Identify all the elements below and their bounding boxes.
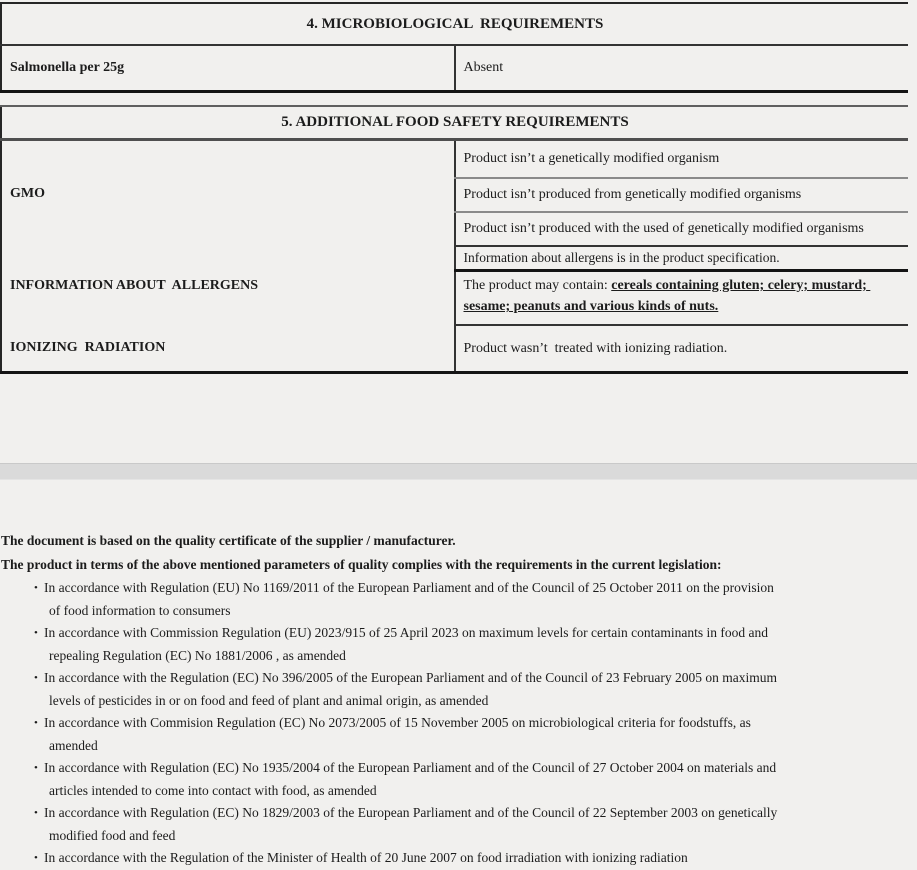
page-break-band bbox=[0, 463, 917, 480]
regulation-text: In accordance with Commision Regulation (EC) No 2073/2005 of 15 November 2005 on microbiological criteria for foodstuffs, as bbox=[44, 715, 751, 730]
bullet-icon: • bbox=[34, 717, 38, 729]
radiation-value: Product wasn’t treated with ionizing radiation. bbox=[455, 325, 909, 373]
allergens-value-1: Information about allergens is in the product specification. bbox=[455, 246, 909, 271]
table-row bbox=[1, 246, 908, 271]
list-item bbox=[1, 577, 906, 622]
parameter-value: Absent bbox=[455, 45, 909, 92]
allergens-list: cereals containing gluten; celery; mustard; sesame; peanuts and various kinds of nuts. bbox=[463, 278, 871, 314]
list-item bbox=[1, 757, 906, 802]
bullet-icon: • bbox=[34, 582, 38, 594]
table-gap bbox=[0, 93, 917, 105]
regulation-text: In accordance with the Regulation of the Minister of Health of 20 June 2007 on food irradiation with ionizing radiation bbox=[44, 850, 688, 865]
gmo-value-1: Product isn’t a genetically modified organism bbox=[455, 140, 909, 179]
statement-line-2: The product in terms of the above mentioned parameters of quality complies with the requirements in the current legislation: bbox=[1, 557, 722, 572]
table-row bbox=[1, 325, 908, 373]
allergens-label: INFORMATION ABOUT ALLERGENS bbox=[10, 277, 259, 293]
document-page bbox=[0, 2, 917, 870]
bullet-icon: • bbox=[34, 672, 38, 684]
bullet-icon: • bbox=[34, 807, 38, 819]
page-top-margin bbox=[0, 480, 917, 527]
regulation-text: articles intended to come into contact with food, as amended bbox=[49, 782, 377, 798]
bullet-icon: • bbox=[34, 762, 38, 774]
parameter-name: Salmonella per 25g bbox=[10, 60, 125, 75]
table-row bbox=[1, 140, 908, 179]
gmo-value-3: Product isn’t produced with the used of genetically modified organisms bbox=[455, 212, 909, 246]
microbiological-requirements-table bbox=[0, 2, 908, 93]
regulation-text: In accordance with Commission Regulation (EU) 2023/915 of 25 April 2023 on maximum levels for certain contaminants in food and bbox=[44, 625, 768, 640]
list-item bbox=[1, 847, 906, 870]
section-5-header: 5. ADDITIONAL FOOD SAFETY REQUIREMENTS bbox=[1, 106, 908, 140]
allergens-prefix: The product may contain: bbox=[463, 278, 612, 293]
additional-food-safety-table bbox=[0, 105, 908, 374]
statement-line-1: The document is based on the quality certificate of the supplier / manufacturer. bbox=[1, 533, 456, 548]
section-4-header: 4. MICROBIOLOGICAL REQUIREMENTS bbox=[1, 3, 908, 45]
regulation-list bbox=[1, 577, 906, 870]
regulation-text: In accordance with Regulation (EU) No 1169/2011 of the European Parliament and of the Council of 25 October 2011 on the provision bbox=[44, 580, 774, 595]
allergens-value-2 bbox=[455, 271, 909, 326]
radiation-label: IONIZING RADIATION bbox=[10, 340, 166, 355]
gmo-value-2: Product isn’t produced from genetically modified organisms bbox=[455, 178, 909, 212]
regulation-text: In accordance with Regulation (EC) No 1935/2004 of the European Parliament and of the Council of 27 October 2004 on materials and bbox=[44, 760, 777, 775]
list-item bbox=[1, 667, 906, 712]
regulation-text: of food information to consumers bbox=[49, 602, 231, 618]
bullet-icon: • bbox=[34, 627, 38, 639]
list-item bbox=[1, 712, 906, 757]
bullet-icon: • bbox=[34, 852, 38, 864]
table-row bbox=[1, 106, 908, 140]
compliance-statement bbox=[0, 527, 912, 870]
regulation-text: repealing Regulation (EC) No 1881/2006 , as amended bbox=[49, 647, 346, 663]
list-item bbox=[1, 802, 906, 847]
regulation-text: In accordance with the Regulation (EC) No 396/2005 of the European Parliament and of the Council of 23 February 2005 on maximum bbox=[44, 670, 777, 685]
gmo-label: GMO bbox=[10, 185, 45, 201]
table-row bbox=[1, 45, 908, 92]
regulation-text: modified food and feed bbox=[49, 827, 176, 843]
table-row bbox=[1, 3, 908, 45]
regulation-text: levels of pesticides in or on food and feed of plant and animal origin, as amended bbox=[49, 692, 489, 708]
page-bottom-margin bbox=[0, 374, 917, 463]
regulation-text: amended bbox=[49, 737, 98, 753]
regulation-text: In accordance with Regulation (EC) No 1829/2003 of the European Parliament and of the Council of 22 September 2003 on genetically bbox=[44, 805, 778, 820]
list-item bbox=[1, 622, 906, 667]
